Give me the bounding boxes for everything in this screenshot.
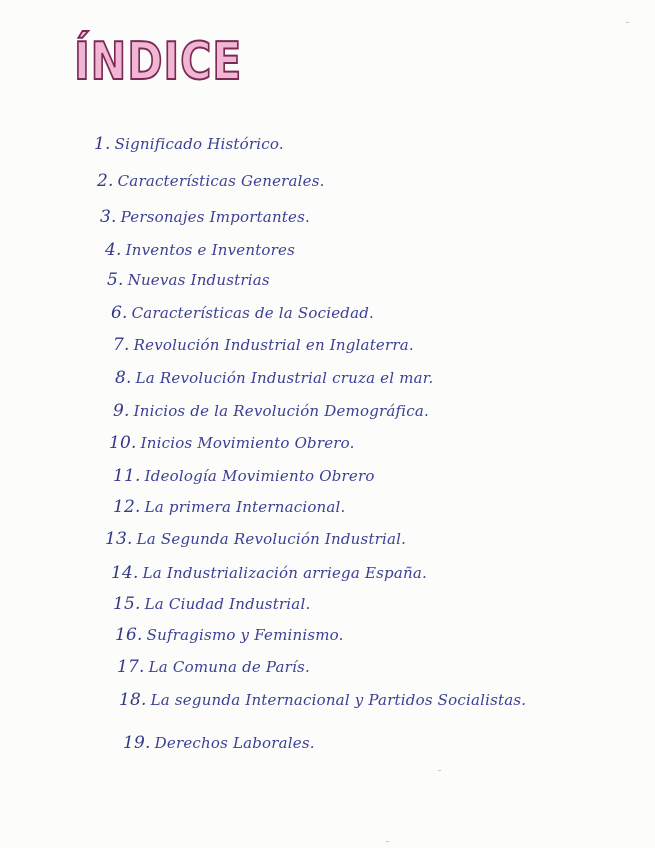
toc-entry-number: 19. (123, 733, 151, 753)
toc-entry-11 (113, 466, 375, 486)
toc-entry-16 (115, 625, 344, 645)
toc-entry-number: 13. (105, 529, 133, 549)
toc-entry-text: La Ciudad Industrial. (144, 595, 311, 613)
toc-entry-19 (123, 733, 315, 753)
toc-entry-text: La Comuna de París. (148, 658, 310, 676)
toc-entry-number: 1. (94, 134, 111, 154)
toc-entry-8 (115, 368, 433, 388)
toc-entry-number: 10. (109, 433, 137, 453)
toc-entry-18 (119, 690, 526, 710)
toc-entry-text: La segunda Internacional y Partidos Socialistas. (150, 691, 527, 709)
toc-entry-number: 3. (100, 207, 117, 227)
toc-entry-number: 15. (113, 594, 141, 614)
toc-entry-1 (94, 134, 284, 154)
toc-entry-2 (97, 171, 325, 191)
toc-entry-number: 9. (113, 401, 130, 421)
toc-entry-text: Ideología Movimiento Obrero (144, 467, 375, 485)
index-title: ÍNDICE (74, 32, 243, 92)
toc-entry-text: Inicios de la Revolución Demográfica. (133, 402, 429, 420)
toc-entry-number: 7. (113, 335, 130, 355)
toc-entry-text: Revolución Industrial en Inglaterra. (133, 336, 414, 354)
toc-entry-text: Características de la Sociedad. (131, 304, 375, 322)
toc-entry-text: La Industrialización arriega España. (142, 564, 427, 582)
toc-entry-text: La primera Internacional. (144, 498, 346, 516)
toc-entry-15 (113, 594, 310, 614)
toc-entry-number: 12. (113, 497, 141, 517)
toc-entry-number: 17. (117, 657, 145, 677)
toc-entry-number: 14. (111, 563, 139, 583)
toc-entry-number: 16. (115, 625, 143, 645)
toc-entry-13 (105, 529, 406, 549)
toc-entry-17 (117, 657, 310, 677)
toc-entry-9 (113, 401, 429, 421)
toc-entry-text: La Revolución Industrial cruza el mar. (135, 369, 434, 387)
toc-entry-7 (113, 335, 414, 355)
toc-entry-number: 6. (111, 303, 128, 323)
toc-entry-number: 11. (113, 466, 141, 486)
toc-entry-text: Derechos Laborales. (154, 734, 315, 752)
toc-entry-text: La Segunda Revolución Industrial. (136, 530, 407, 548)
toc-entry-text: Sufragismo y Feminismo. (146, 626, 344, 644)
paper-speck (386, 841, 389, 842)
toc-entry-text: Nuevas Industrias (127, 271, 270, 289)
toc-entry-text: Significado Histórico. (114, 135, 284, 153)
toc-entry-number: 2. (97, 171, 114, 191)
toc-entry-text: Inicios Movimiento Obrero. (140, 434, 355, 452)
toc-entry-number: 4. (105, 240, 122, 260)
toc-entry-number: 18. (119, 690, 147, 710)
toc-entry-text: Características Generales. (117, 172, 325, 190)
toc-entry-text: Personajes Importantes. (120, 208, 310, 226)
paper-speck (438, 770, 441, 771)
toc-entry-14 (111, 563, 427, 583)
paper-speck (626, 22, 629, 23)
toc-entry-12 (113, 497, 346, 517)
toc-entry-number: 8. (115, 368, 132, 388)
toc-entry-5 (107, 270, 270, 290)
toc-entry-text: Inventos e Inventores (125, 241, 295, 259)
toc-entry-10 (109, 433, 355, 453)
toc-entry-3 (100, 207, 310, 227)
toc-entry-number: 5. (107, 270, 124, 290)
toc-entry-4 (105, 240, 295, 260)
toc-entry-6 (111, 303, 374, 323)
